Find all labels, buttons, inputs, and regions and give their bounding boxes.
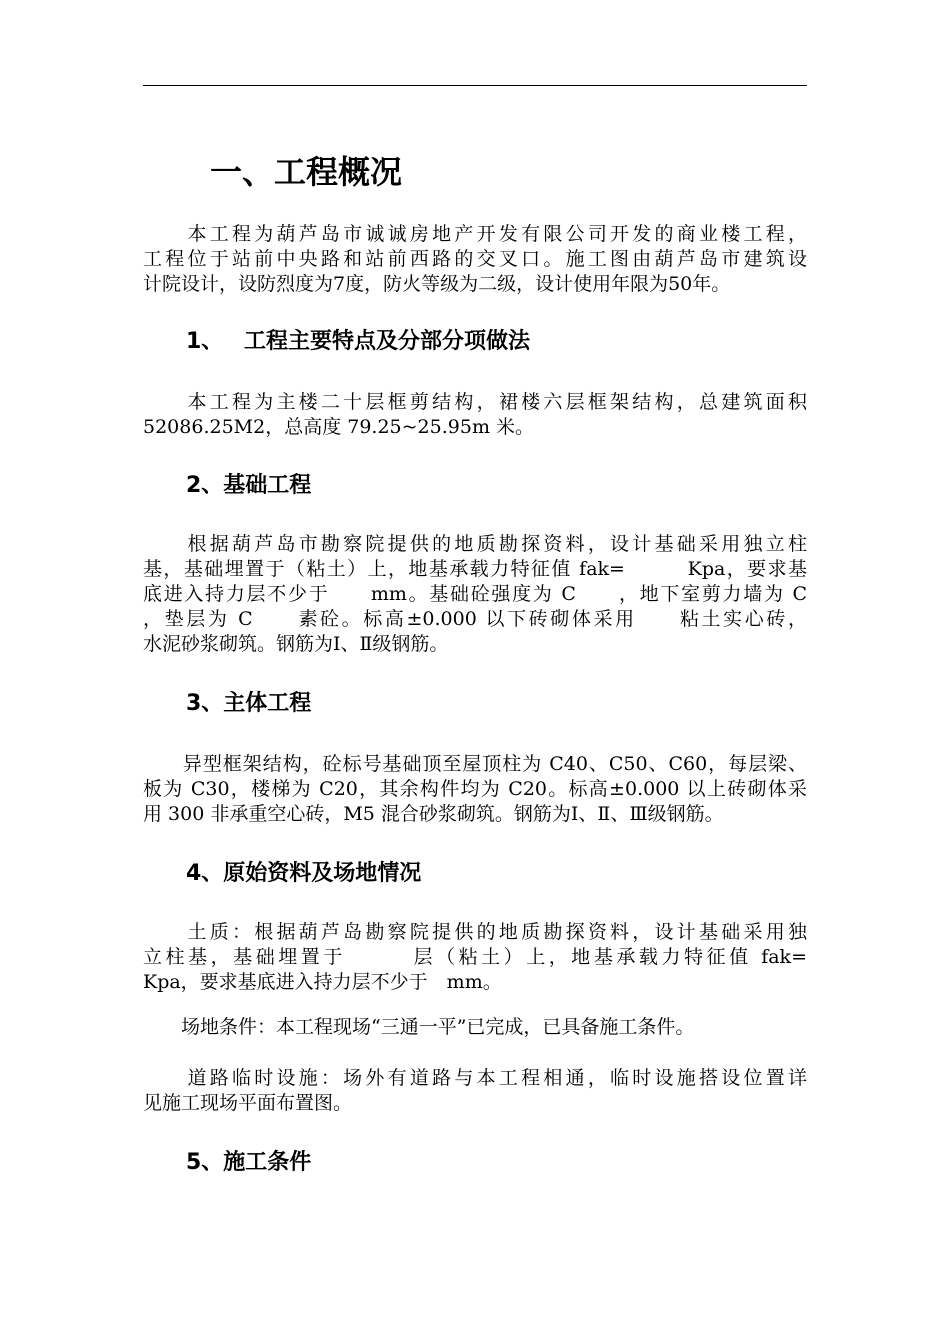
section-1-heading: [186, 326, 530, 358]
text-line: 本工程为主楼二十层框剪结构，裙楼六层框架结构，总建筑面积: [143, 391, 807, 413]
text-line: 计院设计，设防烈度为7度，防火等级为二级，设计使用年限为50年。: [143, 273, 731, 295]
section-4-site-paragraph: [143, 1015, 807, 1040]
section-4-heading: 4、原始资料及场地情况: [186, 861, 422, 886]
text-line: 工程位于站前中央路和站前西路的交叉口。施工图由葫芦岛市建筑设: [143, 248, 807, 270]
section-4-road-paragraph: [143, 1066, 807, 1116]
section-2-heading: 2、基础工程: [186, 473, 312, 498]
text-line: 本工程为葫芦岛市诚诚房地产开发有限公司开发的商业楼工程，: [143, 223, 807, 245]
text-line: 根据葫芦岛市勘察院提供的地质勘探资料，设计基础采用独立柱: [143, 533, 807, 555]
section-4-soil-paragraph: [143, 920, 807, 995]
text-line: 立柱基，基础埋置于 层（粘土）上，地基承载力特征值 fak=: [143, 946, 807, 968]
text-line: ，垫层为 C 素砼。标高±0.000 以下砖砌体采用 粘土实心砖，: [143, 608, 807, 630]
text-line: 基，基础埋置于（粘土）上，地基承载力特征值 fak= Kpa，要求基: [143, 558, 807, 580]
section-1-paragraph: [143, 390, 807, 440]
text-line: Kpa，要求基底进入持力层不少于 mm。: [143, 971, 502, 993]
text-line: 道路临时设施：场外有道路与本工程相通，临时设施搭设位置详: [143, 1067, 807, 1089]
section-number: 1、: [186, 329, 224, 354]
page-title: 一、工程概况: [210, 153, 403, 191]
text-line: 用 300 非承重空心砖，M5 混合砂浆砌筑。钢筋为Ⅰ、Ⅱ、Ⅲ级钢筋。: [143, 803, 724, 825]
section-3-heading: 3、主体工程: [186, 691, 312, 716]
header-rule: [143, 85, 807, 86]
text-line: 水泥砂浆砌筑。钢筋为Ⅰ、Ⅱ级钢筋。: [143, 633, 449, 655]
text-line: 板为 C30，楼梯为 C20，其余构件均为 C20。标高±0.000 以上砖砌体采: [143, 778, 807, 800]
section-title: 工程主要特点及分部分项做法: [244, 329, 531, 354]
text-line: 52086.25M2，总高度 79.25~25.95m 米。: [143, 416, 535, 438]
section-3-paragraph: [143, 752, 807, 827]
text-line: 场地条件：本工程现场“三通一平”已完成，已具备施工条件。: [143, 1016, 695, 1038]
section-5-heading: 5、施工条件: [186, 1150, 312, 1175]
section-2-paragraph: [143, 532, 807, 657]
text-line: 异型框架结构，砼标号基础顶至屋顶柱为 C40、C50、C60，每层梁、: [143, 753, 807, 775]
text-line: 底进入持力层不少于 mm。基础砼强度为 C ，地下室剪力墙为 C: [143, 583, 807, 605]
text-line: 土质：根据葫芦岛勘察院提供的地质勘探资料，设计基础采用独: [143, 921, 807, 943]
intro-paragraph: [143, 222, 807, 297]
text-line: 见施工现场平面布置图。: [143, 1092, 353, 1114]
